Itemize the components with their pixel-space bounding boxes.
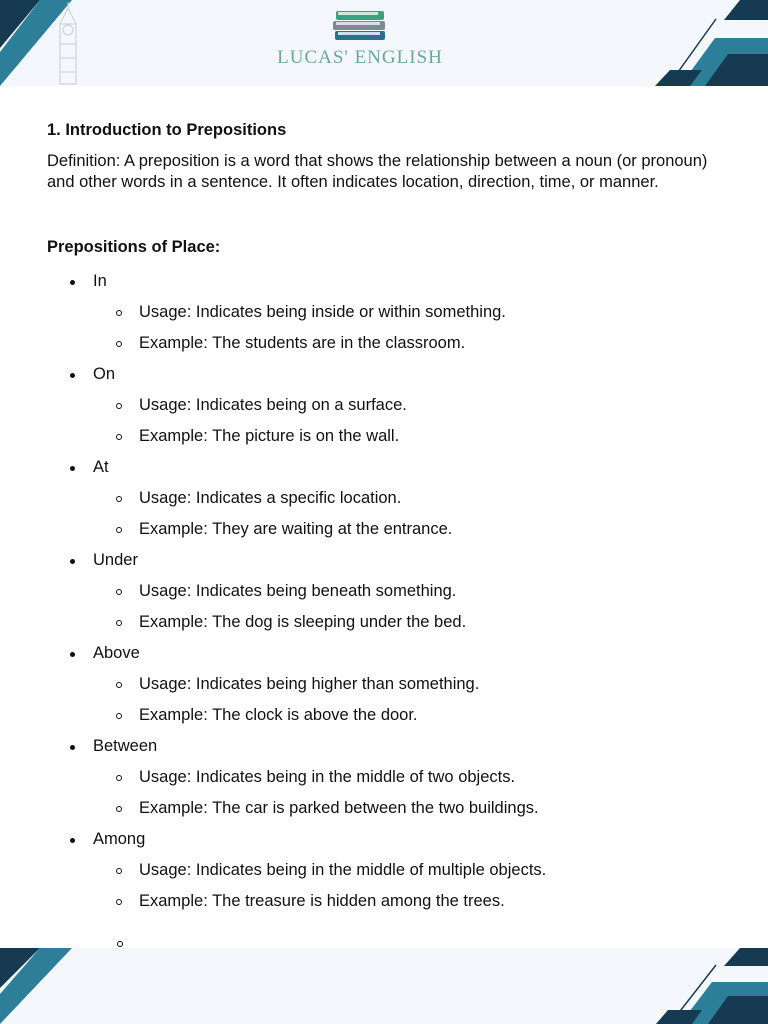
circle-bullet-icon <box>116 341 122 347</box>
bullet-icon <box>70 559 75 564</box>
list-item <box>47 452 727 545</box>
circle-bullet-icon <box>116 527 122 533</box>
sub-list <box>93 483 727 545</box>
circle-bullet-icon <box>116 806 122 812</box>
sub-list-item <box>93 855 727 886</box>
bullet-icon <box>70 373 75 378</box>
bullet-icon <box>70 652 75 657</box>
logo <box>0 6 768 76</box>
list-item <box>47 359 727 452</box>
sub-list-item <box>93 793 727 824</box>
preposition-word: At <box>93 458 109 476</box>
sub-list-item <box>93 421 727 452</box>
circle-bullet-icon <box>116 496 122 502</box>
header-band <box>0 0 768 86</box>
preposition-word: On <box>93 365 116 383</box>
sub-list <box>93 390 727 452</box>
circle-bullet-icon <box>116 434 122 440</box>
list-item <box>47 731 727 824</box>
list-item <box>47 824 727 917</box>
document-body <box>47 118 727 917</box>
sub-list-item <box>93 762 727 793</box>
sub-list <box>93 762 727 824</box>
sub-list-item <box>93 297 727 328</box>
sub-list <box>93 855 727 917</box>
preposition-word: Between <box>93 737 158 755</box>
sub-list-item <box>93 328 727 359</box>
footer-decoration <box>0 948 768 1024</box>
usage-text: Usage: Indicates being in the middle of two objects. <box>139 768 516 786</box>
sub-list-item <box>93 390 727 421</box>
usage-text: Usage: Indicates a specific location. <box>139 489 402 507</box>
footer-band <box>0 948 768 1024</box>
sub-list <box>93 297 727 359</box>
sub-list-item <box>93 669 727 700</box>
usage-text: Usage: Indicates being beneath something. <box>139 582 457 600</box>
sub-list-item <box>93 483 727 514</box>
circle-bullet-icon <box>116 868 122 874</box>
sub-list <box>93 576 727 638</box>
example-text: Example: The treasure is hidden among the trees. <box>139 892 505 910</box>
usage-text: Usage: Indicates being higher than something. <box>139 675 480 693</box>
sub-list-item <box>93 576 727 607</box>
subheading: Prepositions of Place: <box>47 238 221 256</box>
example-text: Example: The clock is above the door. <box>139 706 418 724</box>
sub-list-item <box>93 514 727 545</box>
example-text: Example: The students are in the classroom. <box>139 334 466 352</box>
brand-name: LUCAS' ENGLISH <box>277 47 443 68</box>
preposition-word: Among <box>93 830 146 848</box>
example-text: Example: They are waiting at the entrance. <box>139 520 453 538</box>
sub-list <box>93 669 727 731</box>
bullet-icon <box>70 838 75 843</box>
circle-bullet-icon <box>116 775 122 781</box>
sub-list-item <box>93 700 727 731</box>
list-item <box>47 638 727 731</box>
list-item <box>47 545 727 638</box>
definition-text: Definition: A preposition is a word that shows the relationship between a noun (or pronoun) and other words in a sentence. It often indicates location, direction, time, or manner. <box>47 152 708 191</box>
circle-bullet-icon <box>116 310 122 316</box>
books-icon <box>330 8 390 46</box>
circle-bullet-icon <box>116 620 122 626</box>
example-text: Example: The picture is on the wall. <box>139 427 400 445</box>
prepositions-list <box>47 266 727 917</box>
preposition-word: Above <box>93 644 140 662</box>
circle-bullet-icon <box>116 713 122 719</box>
sub-list-item <box>93 886 727 917</box>
circle-bullet-icon <box>117 941 123 947</box>
circle-bullet-icon <box>116 403 122 409</box>
usage-text: Usage: Indicates being in the middle of multiple objects. <box>139 861 547 879</box>
example-text: Example: The dog is sleeping under the bed. <box>139 613 467 631</box>
section-title: 1. Introduction to Prepositions <box>47 121 287 139</box>
bullet-icon <box>70 280 75 285</box>
bullet-icon <box>70 466 75 471</box>
circle-bullet-icon <box>116 682 122 688</box>
bullet-icon <box>70 745 75 750</box>
preposition-word: In <box>93 272 107 290</box>
circle-bullet-icon <box>116 899 122 905</box>
list-item <box>47 266 727 359</box>
usage-text: Usage: Indicates being on a surface. <box>139 396 407 414</box>
circle-bullet-icon <box>116 589 122 595</box>
example-text: Example: The car is parked between the two buildings. <box>139 799 539 817</box>
usage-text: Usage: Indicates being inside or within something. <box>139 303 506 321</box>
sub-list-item <box>93 607 727 638</box>
preposition-word: Under <box>93 551 138 569</box>
